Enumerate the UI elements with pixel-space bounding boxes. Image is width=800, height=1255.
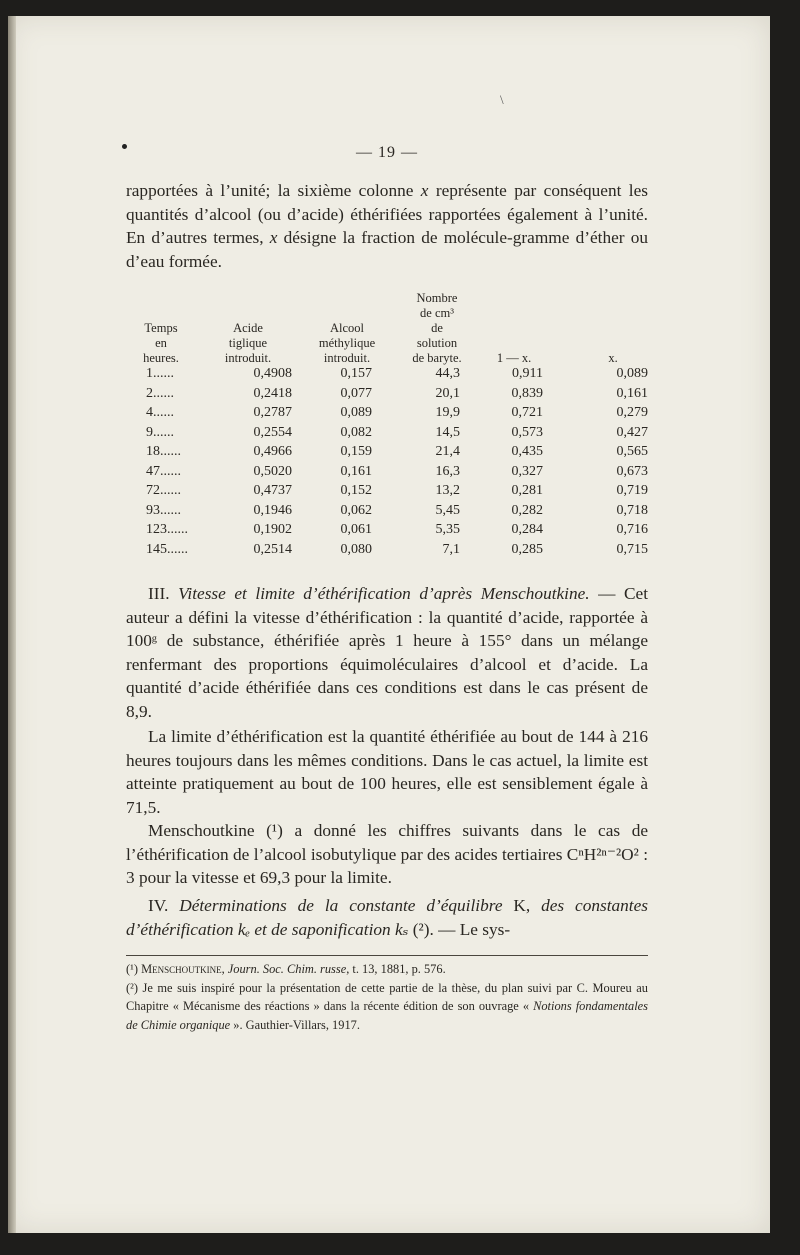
table-cell: 72...... [146,483,181,498]
table-row [126,405,648,425]
table-row [126,386,648,406]
section-4-constant: K, [502,896,542,915]
table-cell: 0,573 [511,424,543,440]
table-row [126,503,648,523]
table-header-line: méthylique [318,336,376,350]
table-row [126,464,648,484]
table-cell: 0,089 [616,366,648,381]
table-cell: 20,1 [435,385,460,401]
table-cell: 0,157 [340,366,372,381]
table-cell: 0,5020 [253,463,292,479]
table-header-line: x. [608,351,618,365]
section-4-paragraph [126,894,648,941]
table-cell: 0,327 [511,463,543,479]
table-cell: 0,1902 [253,522,292,537]
table-cell: 0,282 [511,502,543,518]
table-cell: 0,284 [511,522,543,537]
table-header-line: en [155,336,167,350]
table-header-line: de [431,321,443,335]
table-header-col-1 [210,321,286,366]
table-cell: 0,061 [340,522,372,537]
table-cell: 0,152 [340,483,372,498]
table-cell: 2...... [146,385,174,401]
footnote-2-book: Notions fondamentales de Chimie organique [126,999,648,1032]
table-cell: 5,45 [435,502,460,518]
section-3 [126,582,648,890]
table-header-line: Nombre [416,291,458,305]
footnote-2-text-b: ». Gauthier-Villars, 1917. [230,1017,360,1032]
table-row [126,522,648,542]
table-cell: 0,2514 [253,541,292,557]
intro-variable-x: x [420,181,429,200]
table-cell: 44,3 [435,366,460,381]
table-cell: 0,839 [511,385,543,401]
table-cell: 0,427 [616,424,648,440]
table-cell: 0,082 [340,424,372,440]
section-3-paragraph-3: Menschoutkine (¹) a donné les chiffres suivants dans le cas de l’éthérification de l’alcool isobutylique par des acides tertiaires CⁿH²ⁿ⁻²O² : 3 pour la vitesse et 69,3 pour la limite. [126,821,648,887]
table-cell: 0,435 [511,444,543,459]
footnote-1: (¹) Menschoutkine, Journ. Soc. Chim. russe, t. 13, 1881, p. 576. [126,962,446,976]
footnote-1-rest: , t. 13, 1881, p. 576. [346,962,446,976]
table-cell: 0,285 [511,541,543,557]
footnote-1-mark: (¹) [126,962,142,976]
footnotes [126,960,648,1034]
table-cell: 9...... [146,424,174,440]
footnote-1-journal: Journ. Soc. Chim. russe [227,962,347,976]
table-cell: 0,716 [616,522,648,537]
table-header-line: 1 — x. [496,351,532,365]
table-cell: 0,281 [511,483,543,498]
table-header-col-2 [304,321,390,366]
table-cell: 0,4737 [253,483,292,498]
table-cell: 0,161 [340,463,372,479]
page-number: — 19 — [356,144,418,161]
table-cell: 18...... [146,444,181,459]
stray-mark: \ [500,92,504,107]
table-cell: 0,161 [616,385,648,401]
table-header-line: solution [416,336,458,350]
table-cell: 93...... [146,502,181,518]
table-header-line: heures. [143,351,179,365]
table-cell: 145...... [146,541,188,557]
table-header-line: de baryte. [412,351,462,365]
section-4-numeral: IV. [148,896,169,915]
table-cell: 47...... [146,463,181,479]
section-3-text: — Cet auteur a défini la vitesse d’éthérification : la quantité d’acide, rapportée à 100ᵍ de substance, éthérifiée après 1 heure à 155° dans un mélange renfermant des proportions équimoléculaires d’alcool et d’acide. La quantité d’acide éthérifiée dans ces conditions est dans le cas présent de 8,9. [126,584,649,721]
table-cell: 0,721 [511,405,543,420]
table-cell: 14,5 [435,424,460,440]
table-cell: 0,159 [340,444,372,459]
table-cell: 16,3 [435,463,460,479]
table-cell: 0,565 [616,444,648,459]
table-cell: 0,4966 [253,444,292,459]
table-header-line: Temps [144,321,178,335]
intro-paragraph [126,179,648,273]
table-row [126,425,648,445]
table-cell: 0,2418 [253,385,292,401]
table-cell: 0,2554 [253,424,292,440]
section-3-title: Vitesse et limite d’éthérification d’après Menschoutkine. [178,584,590,603]
table-header-col-0 [126,321,196,366]
table-cell: 0,062 [340,502,372,518]
table-cell: 13,2 [435,483,460,498]
table-header-line: de cm³ [420,306,454,320]
table-header-line: introduit. [224,351,272,365]
table-cell: 0,673 [616,463,648,479]
section-3-paragraph-2: La limite d’éthérification est la quantité éthérifiée au bout de 144 à 216 heures toujours dans les mêmes conditions. Dans le cas actuel, la limite est atteinte pratiquement au bout de 100 heures, elle est sensiblement égale à 71,5. [126,727,648,817]
intro-text-1: rapportées à l’unité; la sixième colonne [126,181,421,200]
document-page [8,16,770,1233]
table-row [126,444,648,464]
table-cell: 0,4908 [253,366,292,381]
table-cell: 19,9 [435,405,460,420]
section-4 [126,894,648,941]
intro-variable-x2: x [269,228,278,247]
table-cell: 0,080 [340,541,372,557]
table-cell: 5,35 [435,522,460,537]
intro-text-3: désigne la fraction de molécule-gramme d’éther ou d’eau formée. [126,228,648,271]
table-header-col-3 [396,291,478,366]
table-body [126,366,648,561]
table-header-col-4 [484,351,544,366]
footnote-2-text-a: (²) Je me suis inspiré pour la présentation de cette partie de la thèse, du plan suivi par C. Moureu au Chapitre « Mécanisme des réactions » dans la récente édition de son ouvrage « [126,980,648,1013]
table-cell: 0,077 [340,385,372,401]
section-4-title-b: des constantes d’éthérification kₑ et de saponification kₛ [126,896,648,939]
footnote-1-author: Menschoutkine [141,962,222,976]
table-cell: 7,1 [442,541,460,557]
data-table [126,284,648,561]
table-header-line: Acide [233,321,263,335]
table-row [126,483,648,503]
section-3-paragraph-1 [126,582,648,723]
table-header-line: Alcool [329,321,365,335]
intro-text-2: représente par conséquent les quantités d’alcool (ou d’acide) éthérifiées rapportées également à l’unité. En d’autres termes, [126,181,648,247]
section-4-title-a: Déterminations de la constante d’équilibre [179,896,503,915]
table-cell: 0,279 [616,405,648,420]
table-cell: 0,718 [616,502,648,518]
table-cell: 0,911 [512,366,543,381]
table-cell: 0,1946 [253,502,292,518]
table-header [126,284,648,366]
footnote-rule [126,955,648,956]
table-cell: 0,719 [616,483,648,498]
table-cell: 1...... [146,366,174,381]
table-cell: 0,089 [340,405,372,420]
table-cell: 0,2787 [253,405,292,420]
section-3-numeral: III. [148,584,170,603]
section-4-tail: (²). — Le sys- [408,919,511,939]
table-cell: 0,715 [616,541,648,557]
footnote-2 [126,979,648,1035]
table-cell: 21,4 [435,444,460,459]
table-header-line: introduit. [323,351,371,365]
table-row [126,542,648,562]
table-header-col-5 [578,351,648,366]
table-header-line: tiglique [228,336,268,350]
table-cell: 123...... [146,522,188,537]
table-cell: 4...... [146,405,174,420]
table-row [126,366,648,386]
page-binding-edge [8,16,16,1233]
